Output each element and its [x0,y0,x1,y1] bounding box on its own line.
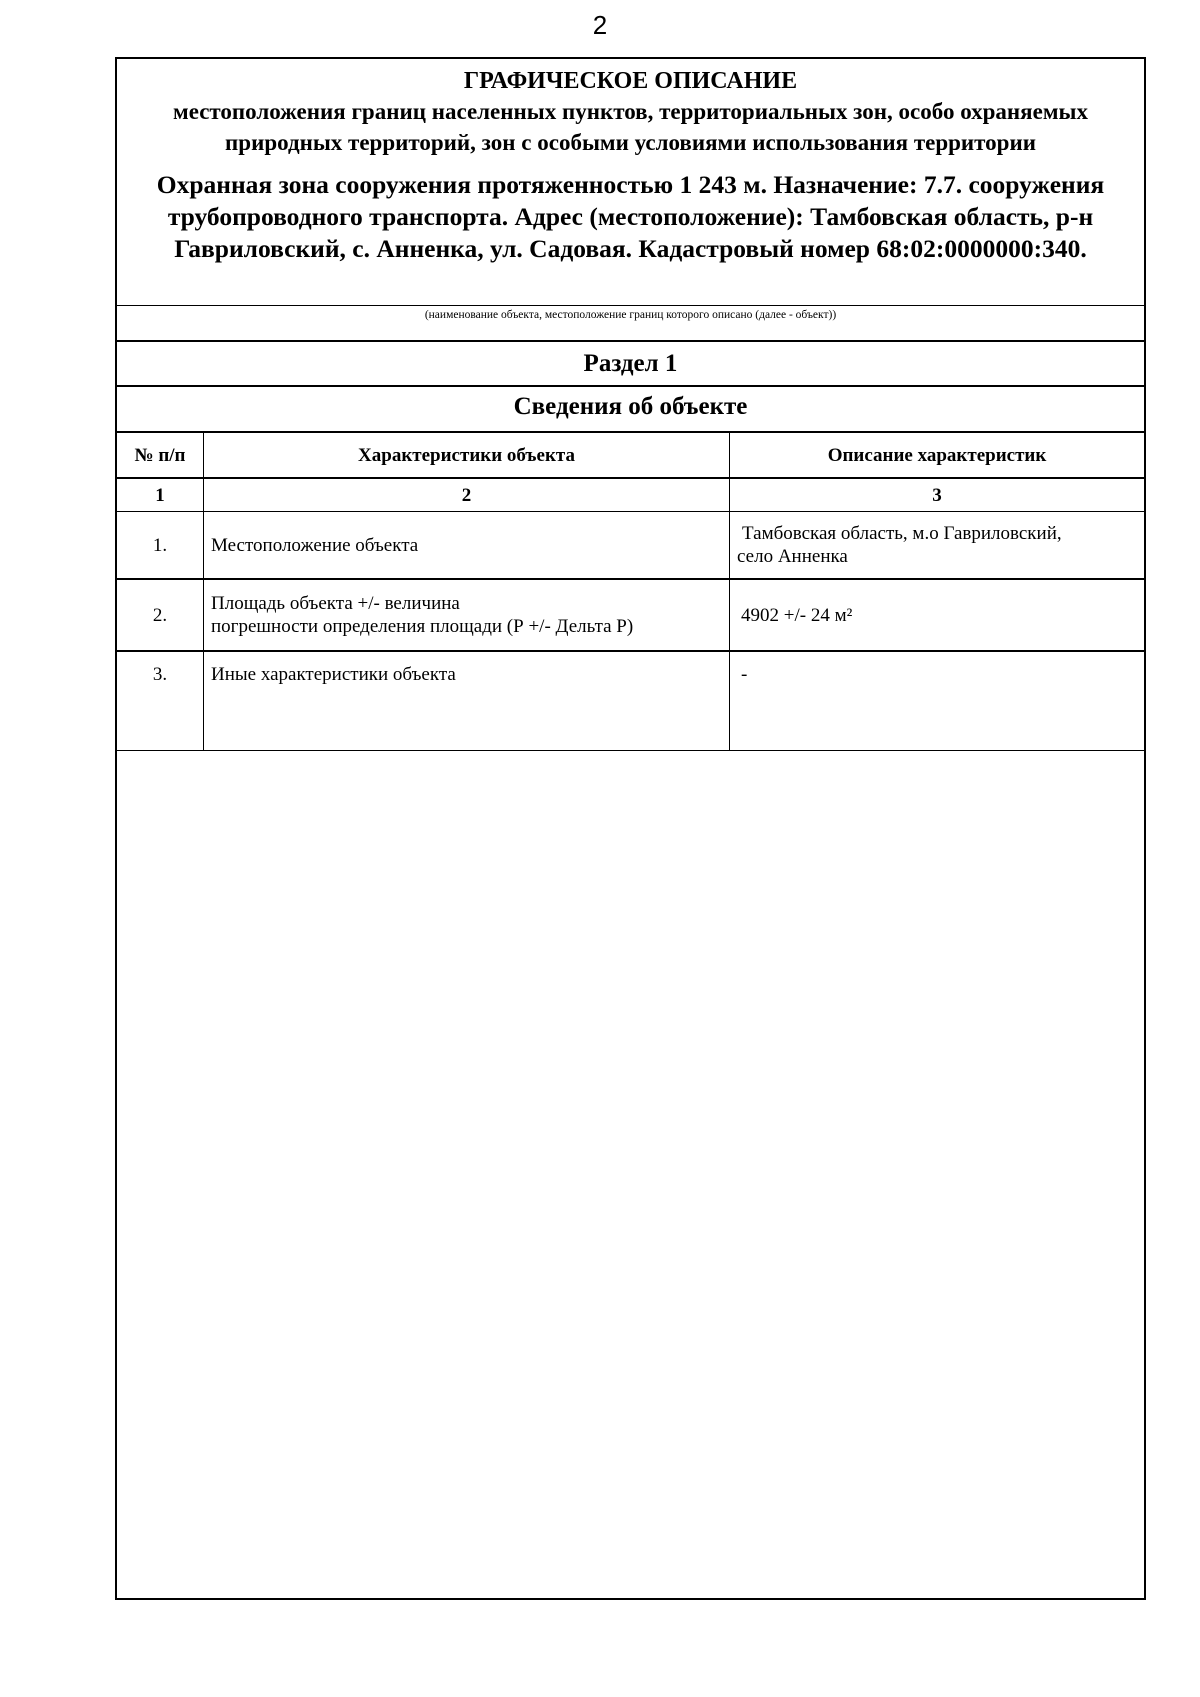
object-caption: (наименование объекта, местоположение границ которого описано (далее - объект)) [424,309,837,321]
document-frame [115,57,1146,1600]
cell-line: 4902 +/- 24 м² [741,604,853,626]
cell-line: Местоположение объекта [211,534,419,556]
section-label: Раздел 1 [583,350,678,377]
table-row-num: 2. [152,604,168,626]
cell-line: село Анненка [737,546,848,567]
table-row-description [741,652,1141,697]
section-title: Сведения об объекте [513,393,748,420]
table-row-description [737,512,1141,578]
cell-line: Иные характеристики объекта [211,664,456,685]
column-number: 3 [932,484,942,506]
document-subtitle: местоположения границ населенных пунктов, территориальных зон, особо охраняемых природных территорий, зон с особыми условиями использования территории [173,99,1088,155]
document-header [117,59,1144,305]
divider [117,385,1144,387]
document-title: ГРАФИЧЕСКОЕ ОПИСАНИЕ [463,68,798,94]
table-header-characteristic: Характеристики объекта [358,444,575,466]
cell-line: - [741,664,748,685]
cell-line: Тамбовская область, м.о Гавриловский, [742,523,1062,544]
divider [117,340,1144,342]
table-row-characteristic [211,580,726,650]
cell-line: Площадь объекта +/- величина [211,593,460,614]
table-row-num: 3. [152,664,168,685]
divider [117,305,1144,306]
divider [117,750,1144,751]
table-row-characteristic [211,512,726,578]
table-row-description [741,580,1141,650]
column-number: 2 [461,484,472,506]
object-name: Охранная зона сооружения протяженностью 1 243 м. Назначение: 7.7. сооружения трубопроводного транспорта. Адрес (местоположение): Тамбовская область, р-н Гавриловский, с. Анненка, ул. Садовая. Кадастровый номер 68:02:0000000:340. [156,170,1105,263]
cell-line: погрешности определения площади (Р +/- Дельта Р) [211,616,634,637]
page-number: 2 [592,10,608,40]
column-number: 1 [155,484,165,506]
table-header-num: № п/п [134,444,186,466]
table-row-characteristic [211,652,726,697]
table-row-num: 1. [152,534,168,556]
table-header-description: Описание характеристик [827,444,1047,466]
